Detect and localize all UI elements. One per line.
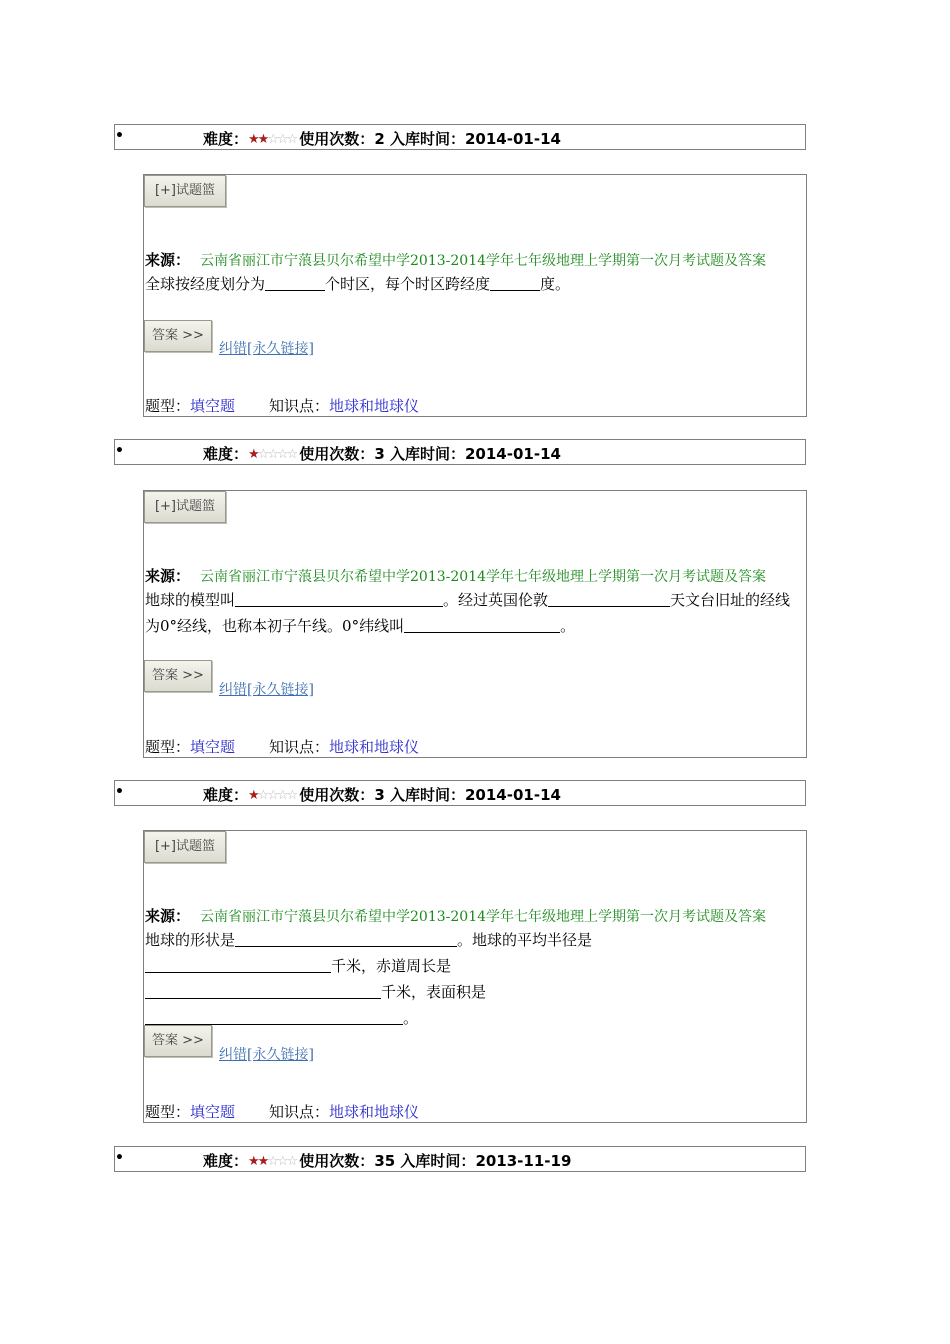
stored-date: 2014-01-14 — [465, 786, 561, 804]
star-empty-icon: ☆ — [286, 132, 297, 147]
question-meta-bar — [114, 439, 806, 465]
question-text-part: 地球的形状是 — [145, 931, 236, 949]
question-text-part: 。经过英国伦敦 — [443, 591, 549, 609]
source-line — [145, 905, 766, 926]
type-label: 题型： — [145, 397, 191, 415]
usage-count: 2 — [374, 130, 385, 148]
star-empty-icon: ☆ — [276, 788, 287, 803]
report-error-link[interactable]: 纠错 — [219, 682, 247, 698]
type-line — [145, 736, 419, 757]
type-line — [145, 1101, 419, 1122]
usage-count: 35 — [374, 1152, 396, 1170]
source-line — [145, 249, 766, 270]
star-filled-icon: ★ — [257, 132, 268, 147]
answer-blank — [235, 930, 457, 947]
question-text-part: 度。 — [540, 275, 571, 293]
question-text-part: 个时区，每个时区跨经度 — [325, 275, 491, 293]
knowledge-value[interactable]: 地球和地球仪 — [329, 397, 420, 415]
star-empty-icon: ☆ — [267, 132, 277, 147]
source-label: 来源： — [145, 907, 191, 925]
type-value[interactable]: 填空题 — [190, 397, 236, 415]
links — [219, 1044, 314, 1064]
difficulty-stars — [248, 447, 296, 462]
question-meta-bar — [114, 124, 806, 150]
question-meta-bar — [114, 1146, 806, 1172]
star-empty-icon: ☆ — [276, 132, 287, 147]
question-text-part: 。 — [560, 617, 576, 635]
usage-count: 3 — [374, 445, 385, 463]
star-empty-icon: ☆ — [257, 447, 268, 462]
answer-blank — [145, 982, 381, 999]
star-filled-icon: ★ — [257, 1154, 268, 1169]
question-text-part: 千米，赤道周长是 — [331, 957, 452, 975]
knowledge-label: 知识点： — [269, 1103, 330, 1121]
source-link[interactable]: 云南省丽江市宁蒗县贝尔希望中学2013-2014学年七年级地理上学期第一次月考试题及答案 — [200, 253, 767, 269]
type-value[interactable]: 填空题 — [190, 1103, 236, 1121]
stored-date: 2013-11-19 — [475, 1152, 572, 1170]
source-label: 来源： — [145, 251, 191, 269]
stored-label: 入库时间： — [389, 786, 465, 804]
usage-label: 使用次数： — [299, 1152, 375, 1170]
difficulty-label: 难度： — [203, 445, 249, 463]
star-filled-icon: ★ — [248, 1154, 258, 1169]
question-meta-bar — [114, 780, 806, 806]
bullet: • — [115, 1150, 124, 1166]
star-filled-icon: ★ — [248, 788, 258, 803]
question-text-part: 全球按经度划分为 — [145, 275, 266, 293]
question-text — [145, 927, 615, 1031]
star-filled-icon: ★ — [248, 447, 258, 462]
answer-blank — [548, 590, 670, 607]
question-text-part: 地球的模型叫 — [145, 591, 236, 609]
usage-count: 3 — [374, 786, 385, 804]
bullet: • — [115, 443, 124, 459]
star-filled-icon: ★ — [248, 132, 258, 147]
usage-label: 使用次数： — [299, 786, 375, 804]
answer-blank — [404, 616, 560, 633]
difficulty-stars — [248, 1154, 296, 1169]
permalink-link[interactable]: [永久链接] — [247, 341, 314, 357]
star-empty-icon: ☆ — [286, 788, 297, 803]
links — [219, 679, 314, 699]
star-empty-icon: ☆ — [267, 788, 277, 803]
stored-date: 2014-01-14 — [465, 445, 561, 463]
type-value[interactable]: 填空题 — [190, 738, 236, 756]
meta-text — [203, 784, 561, 805]
answer-blank — [145, 1008, 403, 1025]
bullet: • — [115, 128, 124, 144]
stored-label: 入库时间： — [389, 445, 465, 463]
source-link[interactable]: 云南省丽江市宁蒗县贝尔希望中学2013-2014学年七年级地理上学期第一次月考试题及答案 — [200, 569, 767, 585]
question-card — [143, 174, 807, 417]
bullet: • — [115, 784, 124, 800]
answer-button[interactable]: 答案 >> — [144, 320, 212, 352]
answer-button[interactable]: 答案 >> — [144, 1025, 212, 1057]
answer-button[interactable]: 答案 >> — [144, 660, 212, 692]
difficulty-stars — [248, 132, 296, 147]
stored-date: 2014-01-14 — [465, 130, 561, 148]
answer-blank — [265, 274, 325, 291]
knowledge-value[interactable]: 地球和地球仪 — [329, 1103, 420, 1121]
type-label: 题型： — [145, 738, 191, 756]
difficulty-stars — [248, 788, 296, 803]
add-to-basket-button[interactable]: [+]试题篮 — [144, 491, 226, 523]
question-text-part: 。地球的平均半径是 — [457, 931, 593, 949]
stored-label: 入库时间： — [400, 1152, 476, 1170]
star-empty-icon: ☆ — [286, 447, 297, 462]
meta-text — [203, 1150, 571, 1171]
permalink-link[interactable]: [永久链接] — [247, 1047, 314, 1063]
star-empty-icon: ☆ — [257, 788, 268, 803]
type-label: 题型： — [145, 1103, 191, 1121]
permalink-link[interactable]: [永久链接] — [247, 682, 314, 698]
knowledge-value[interactable]: 地球和地球仪 — [329, 738, 420, 756]
meta-text — [203, 128, 561, 149]
answer-blank — [145, 956, 331, 973]
type-line — [145, 395, 419, 416]
usage-label: 使用次数： — [299, 130, 375, 148]
links — [219, 338, 314, 358]
star-empty-icon: ☆ — [276, 447, 287, 462]
meta-text — [203, 443, 561, 464]
star-empty-icon: ☆ — [276, 1154, 287, 1169]
knowledge-label: 知识点： — [269, 738, 330, 756]
difficulty-label: 难度： — [203, 786, 249, 804]
report-error-link[interactable]: 纠错 — [219, 341, 247, 357]
question-text-part: 。 — [403, 1009, 419, 1027]
report-error-link[interactable]: 纠错 — [219, 1047, 247, 1063]
question-card — [143, 490, 807, 758]
difficulty-label: 难度： — [203, 1152, 249, 1170]
question-text-part: 天文台旧址的经线为0°经线，也称本初子午线。0°纬线叫 — [145, 591, 791, 635]
difficulty-label: 难度： — [203, 130, 249, 148]
source-link[interactable]: 云南省丽江市宁蒗县贝尔希望中学2013-2014学年七年级地理上学期第一次月考试题及答案 — [200, 909, 767, 925]
question-text-part: 千米，表面积是 — [381, 983, 487, 1001]
question-text — [145, 271, 804, 297]
star-empty-icon: ☆ — [267, 447, 277, 462]
question-text — [145, 587, 804, 639]
source-label: 来源： — [145, 567, 191, 585]
question-card — [143, 830, 807, 1123]
knowledge-label: 知识点： — [269, 397, 330, 415]
answer-blank — [235, 590, 443, 607]
source-line — [145, 565, 766, 586]
stored-label: 入库时间： — [389, 130, 465, 148]
star-empty-icon: ☆ — [286, 1154, 297, 1169]
usage-label: 使用次数： — [299, 445, 375, 463]
star-empty-icon: ☆ — [267, 1154, 277, 1169]
answer-blank — [490, 274, 540, 291]
add-to-basket-button[interactable]: [+]试题篮 — [144, 175, 226, 207]
add-to-basket-button[interactable]: [+]试题篮 — [144, 831, 226, 863]
